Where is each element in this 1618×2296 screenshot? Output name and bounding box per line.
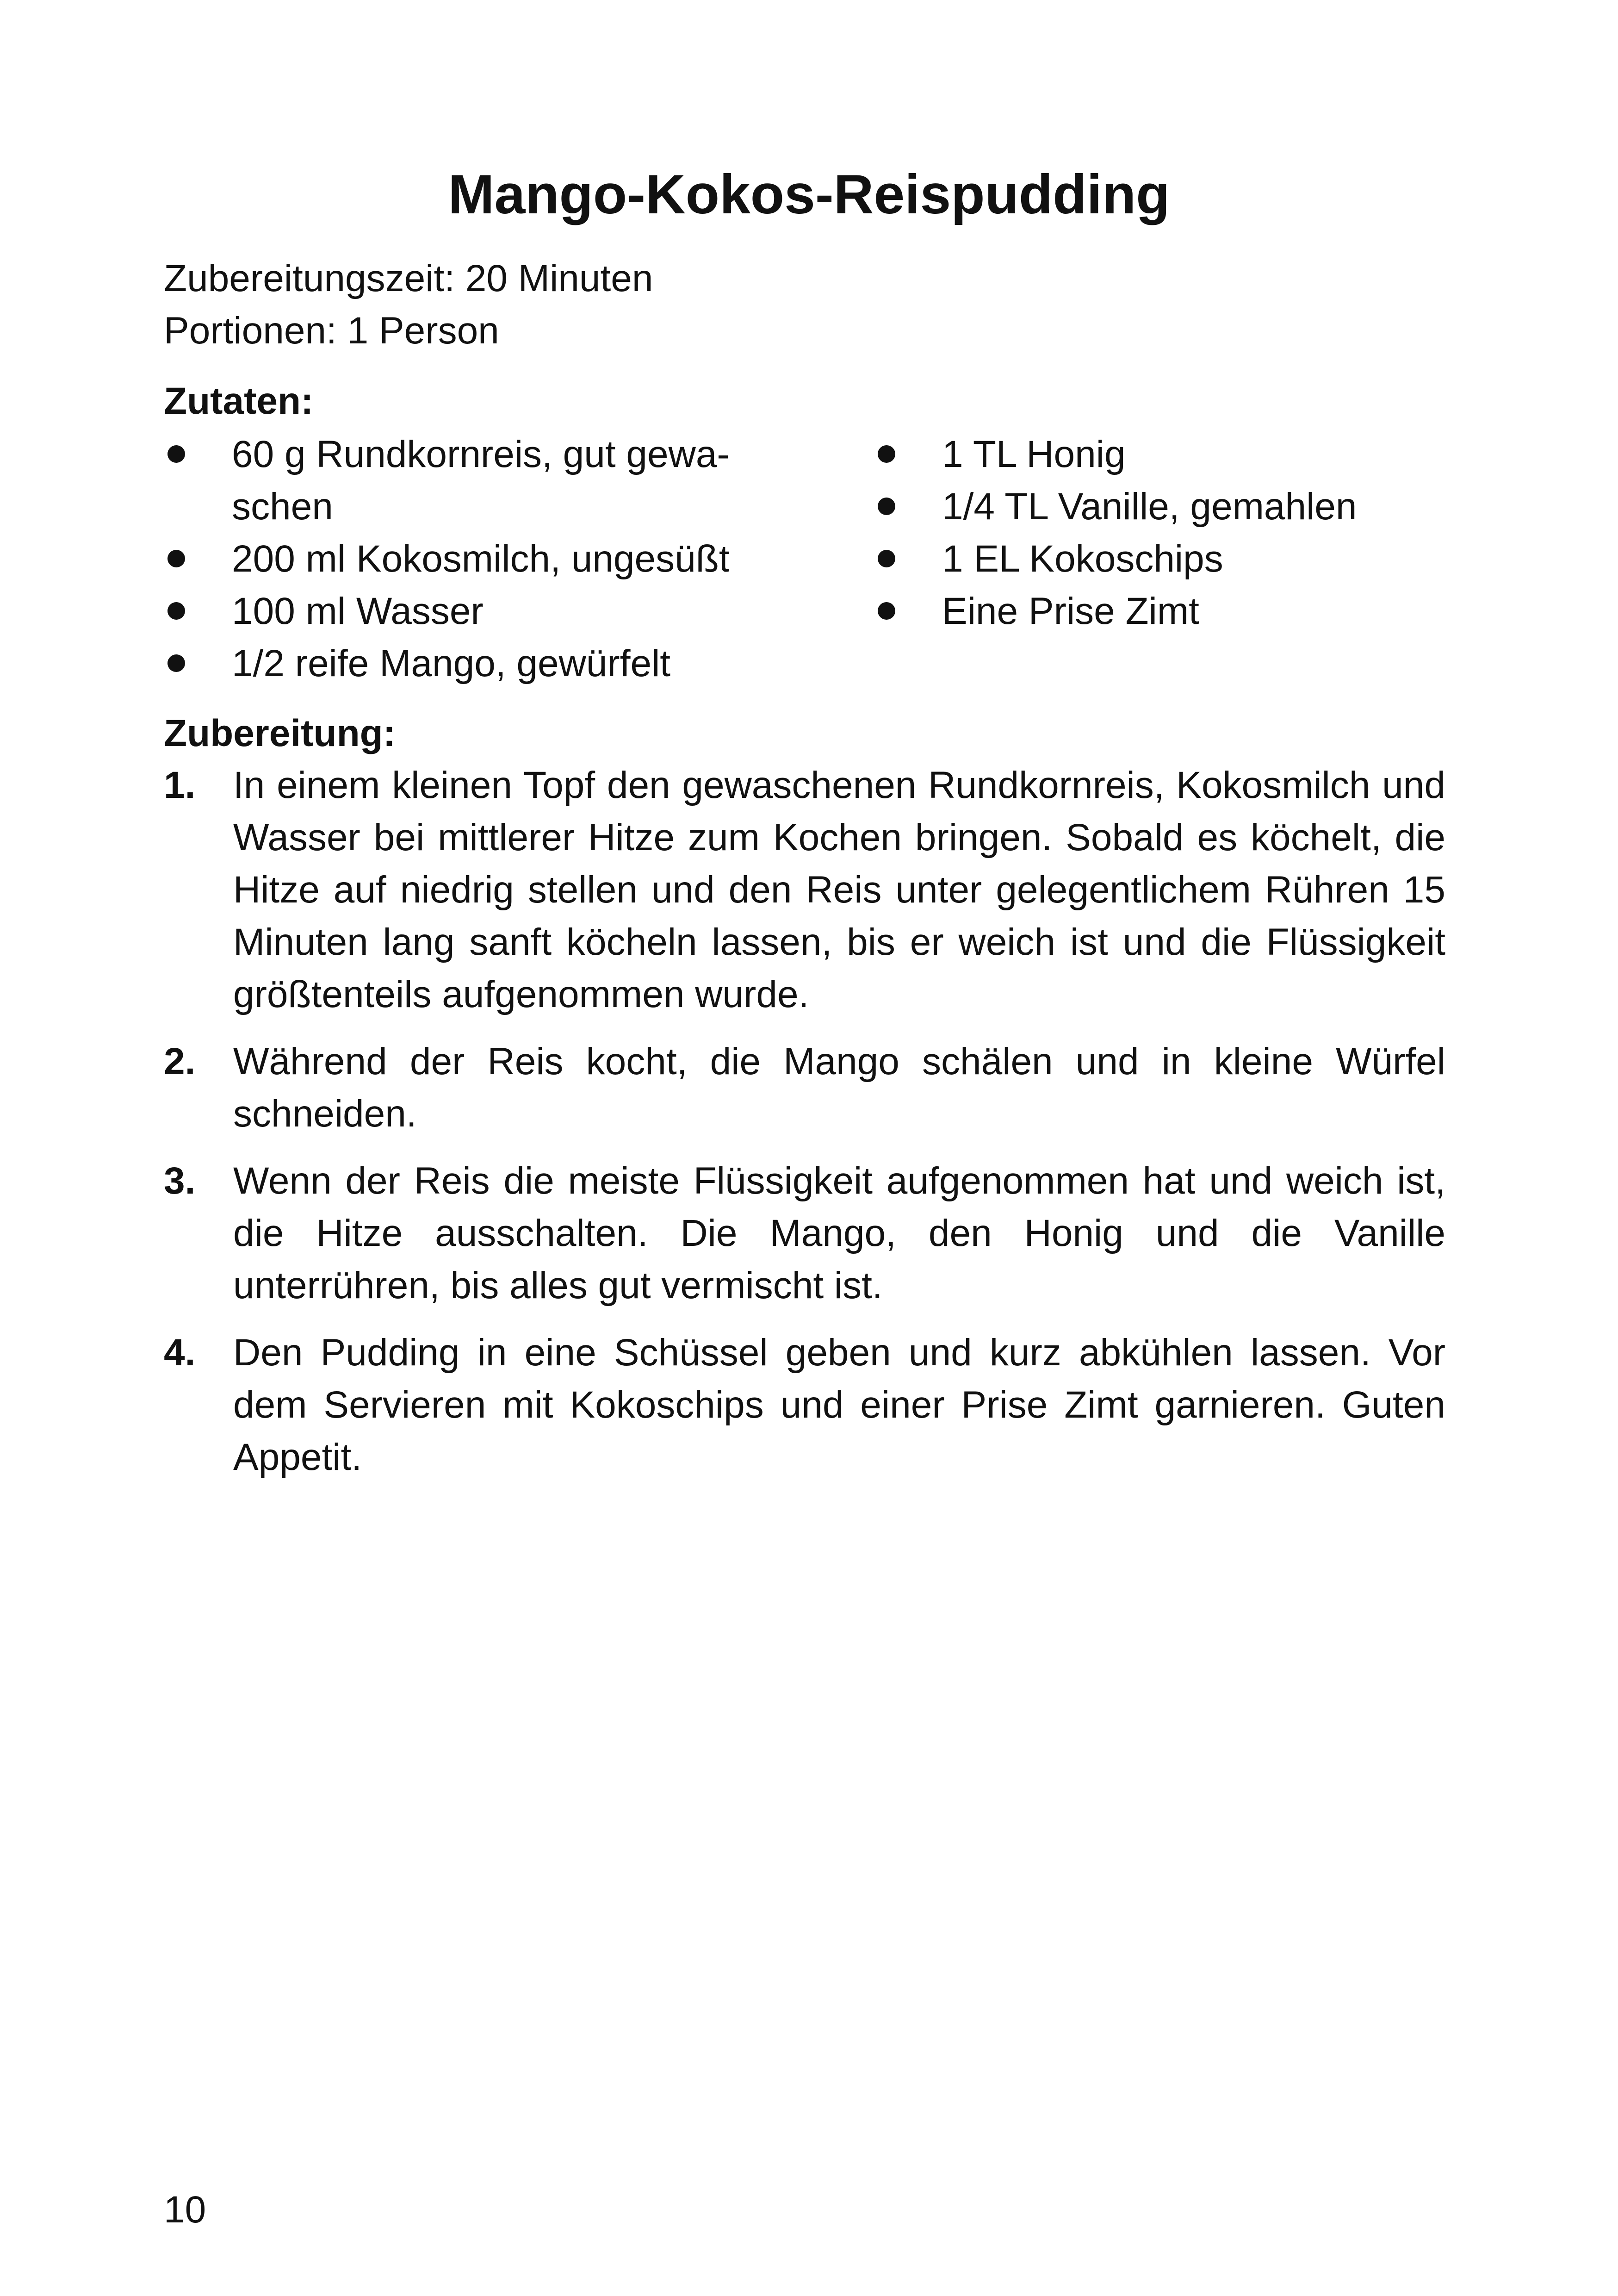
ingredient-text: Eine Prise Zimt — [942, 590, 1199, 632]
bullet-icon — [878, 498, 895, 515]
step-item — [164, 1326, 1445, 1483]
bullet-icon — [878, 602, 895, 620]
recipe-title: Mango-Kokos-Reispudding — [448, 163, 1170, 225]
step-text: Wenn der Reis die meiste Flüssigkeit aufgenommen hat und weich ist, die Hitze ausschalten. Die Mango, den Honig und die Vanille unterrühren, bis alles gut vermischt ist. — [233, 1160, 1445, 1307]
recipe-meta — [164, 252, 653, 357]
ingredients-column-right — [874, 428, 1475, 637]
page-number: 10 — [164, 2189, 206, 2231]
step-text: In einem kleinen Topf den gewaschenen Rundkornreis, Kokosmilch und Wasser bei mittlerer Hitze zum Kochen bringen. Sobald es köchelt, die Hitze auf niedrig stellen und den Reis unter gelegentlichem Rühren 15 Minuten lang sanft köcheln lassen, bis er weich ist und die Flüssigkeit größtenteils aufgenommen wurde. — [233, 764, 1445, 1015]
bullet-icon — [878, 445, 895, 463]
list-item — [164, 585, 788, 637]
list-item — [874, 533, 1475, 585]
ingredient-text: 1 TL Honig — [942, 433, 1126, 475]
ingredient-text: 1/2 reife Mango, gewürfelt — [232, 642, 671, 684]
list-item — [164, 533, 788, 585]
ingredient-text: 1/4 TL Vanille, gemahlen — [942, 485, 1357, 528]
ingredient-text: 100 ml Wasser — [232, 590, 484, 632]
list-item — [164, 637, 788, 690]
step-item — [164, 1155, 1445, 1312]
ingredient-text: 60 g Rundkornreis, gut gewa-schen — [232, 433, 730, 528]
list-item — [164, 428, 788, 533]
bullet-icon — [167, 602, 185, 620]
method-steps — [164, 759, 1445, 1498]
step-number: 3. — [164, 1160, 196, 1202]
bullet-icon — [167, 445, 185, 463]
step-text: Während der Reis kocht, die Mango schälen und in kleine Würfel schneiden. — [233, 1040, 1445, 1135]
ingredient-text: 200 ml Kokosmilch, ungesüßt — [232, 538, 730, 580]
ingredient-text: 1 EL Kokoschips — [942, 538, 1223, 580]
method-heading: Zubereitung: — [164, 712, 396, 754]
bullet-icon — [878, 550, 895, 567]
step-item — [164, 1035, 1445, 1140]
list-item — [874, 585, 1475, 637]
list-item — [874, 480, 1475, 533]
bullet-icon — [167, 550, 185, 567]
ingredients-heading: Zutaten: — [164, 380, 314, 422]
bullet-icon — [167, 654, 185, 672]
step-number: 1. — [164, 764, 196, 806]
servings: Portionen: 1 Person — [164, 310, 499, 352]
prep-time: Zubereitungszeit: 20 Minuten — [164, 257, 653, 299]
step-number: 4. — [164, 1332, 196, 1374]
step-item — [164, 759, 1445, 1020]
list-item — [874, 428, 1475, 480]
step-text: Den Pudding in eine Schüssel geben und kurz abkühlen lassen. Vor dem Servieren mit Kokoschips und einer Prise Zimt garnieren. Guten Appetit. — [233, 1332, 1445, 1478]
ingredients-column-left — [164, 428, 788, 690]
step-number: 2. — [164, 1040, 196, 1083]
